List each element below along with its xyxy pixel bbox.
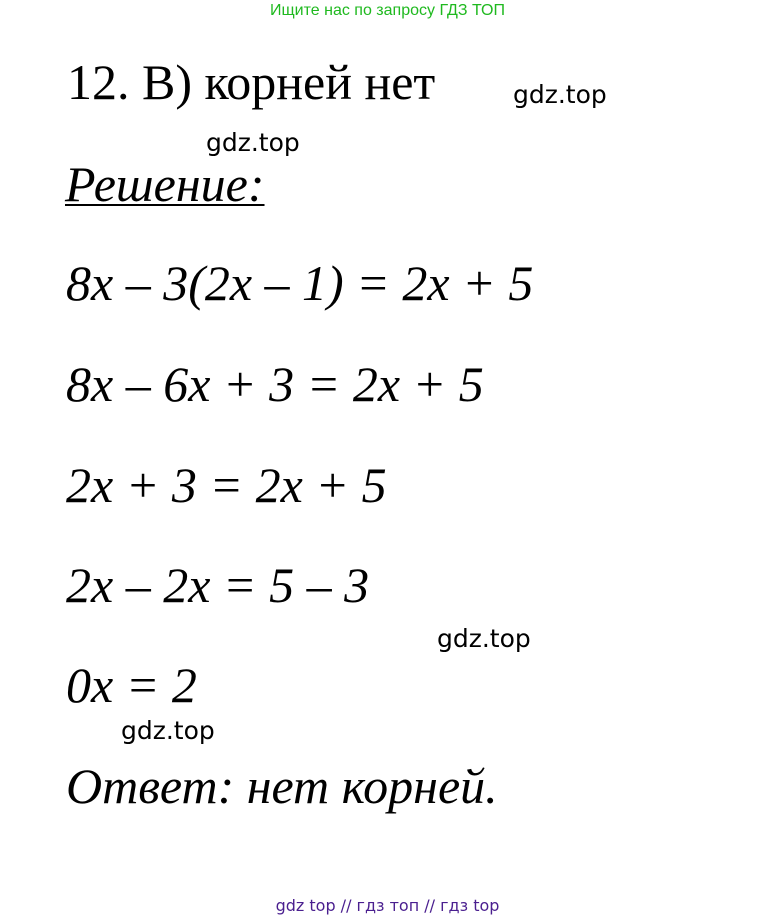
equation-step-5: 0x = 2 <box>66 657 197 713</box>
equation-step-4: 2x – 2x = 5 – 3 <box>66 557 370 613</box>
watermark: gdz.top <box>513 80 607 109</box>
top-banner-text: Ищите нас по запросу ГДЗ ТОП <box>270 2 505 19</box>
watermark: gdz.top <box>206 128 300 157</box>
solution-label: Решение: <box>65 156 265 212</box>
footer-text: gdz top // гдз топ // гдз top <box>275 896 500 915</box>
watermark: gdz.top <box>437 624 531 653</box>
answer-text: Ответ: нет корней. <box>66 758 498 814</box>
watermark: gdz.top <box>121 716 215 745</box>
problem-heading: 12. В) корней нет <box>67 54 436 110</box>
equation-step-2: 8x – 6x + 3 = 2x + 5 <box>66 356 484 412</box>
equation-step-3: 2x + 3 = 2x + 5 <box>66 457 387 513</box>
equation-step-1: 8x – 3(2x – 1) = 2x + 5 <box>66 255 534 311</box>
